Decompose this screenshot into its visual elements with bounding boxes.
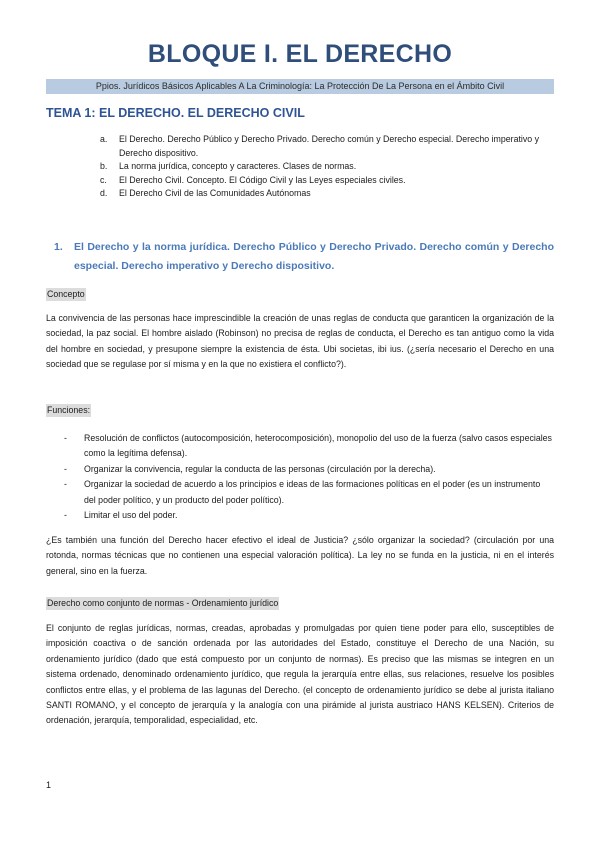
toc-item: [100, 174, 554, 188]
page-number: 1: [46, 780, 52, 790]
document-title: BLOQUE I. EL DERECHO: [147, 40, 453, 68]
list-item: [64, 477, 554, 508]
toc-letter: d.: [100, 188, 108, 198]
funciones-list: [64, 431, 554, 523]
toc-item: [100, 133, 554, 160]
section-number: 1.: [54, 241, 63, 253]
toc-text: La norma jurídica, concepto y caracteres. Clases de normas.: [119, 161, 357, 171]
toc-item: [100, 187, 554, 201]
table-of-contents: [100, 133, 554, 201]
bullet-dash: -: [64, 510, 67, 521]
section-heading-text: El Derecho y la norma jurídica. Derecho Público y Derecho Privado. Derecho común y Derecho especial. Derecho imperativo y Derecho dispositivo.: [74, 241, 554, 272]
concepto-label: Concepto: [47, 289, 85, 299]
justicia-paragraph: ¿Es también una función del Derecho hacer efectivo el ideal de Justicia? ¿sólo organizar la sociedad? (circulación por una rotonda, normas técnicas que no contienen una especial valoración política). La ley no se funda en la justicia, ni en el interés general, sino en la fuerza.: [46, 535, 554, 576]
toc-letter: c.: [100, 174, 107, 185]
list-item: [64, 431, 554, 462]
tema-heading: TEMA 1: EL DERECHO. EL DERECHO CIVIL: [46, 106, 305, 120]
subtitle-banner: Ppios. Jurídicos Básicos Aplicables A La Criminología: La Protección De La Persona en el Ámbito Civil: [46, 79, 554, 94]
list-item: [64, 508, 554, 523]
ordenamiento-paragraph: El conjunto de reglas jurídicas, normas, creadas, aprobadas y promulgadas por quien tiene poder para ello, susceptibles de imposición coactiva o de sanción ordenada por las autoridades del Estado, constituye el Derecho de una Nación, su ordenamiento jurídico (dado que está compuesto por un conjunto de normas). Es preciso que las mismas se integren en un sistema ordenado, denominado ordenamiento jurídico, que regula la jerarquía entre ellas, sus relaciones, resuelve los posibles conflictos entre ellas, y el problema de las lagunas del Derecho. (el concepto de ordenamiento jurídico se debe al jurista italiano SANTI ROMANO, y el concepto de jerarquía y la analogía con una pirámide al jurista austriaco HANS KELSEN). Criterios de ordenación, jerarquía, temporalidad, especialidad, etc.: [46, 623, 554, 726]
funciones-label: Funciones:: [47, 405, 91, 415]
toc-letter: a.: [100, 134, 108, 144]
bullet-dash: -: [64, 433, 67, 443]
ordenamiento-label: Derecho como conjunto de normas - Ordenamiento jurídico: [47, 598, 279, 608]
toc-text: El Derecho Civil. Concepto. El Código Civil y las Leyes especiales civiles.: [119, 174, 406, 185]
list-item-text: Resolución de conflictos (autocomposición, heterocomposición), monopolio del uso de la fuerza (salvo casos especiales como la legítima defensa).: [84, 433, 552, 459]
list-item-text: Organizar la sociedad de acuerdo a los principios e ideas de las formaciones políticas en el poder (es un instrumento del poder político, y un producto del poder político).: [84, 479, 541, 505]
concepto-paragraph: La convivencia de las personas hace imprescindible la creación de unas reglas de conducta que garanticen la organización de la sociedad, la paz social. El hombre aislado (Robinson) no precisa de reglas de conducta, el Derecho es tan antiguo como la vida del hombre en sociedad, y presupone siempre la existencia de ésta. Ubi societas, ibi ius. (¿sería necesario el Derecho en una sociedad que se regulase por sí misma y en la que no existiera el conflicto?).: [46, 313, 554, 370]
section-heading: [54, 238, 554, 276]
list-item-text: Organizar la convivencia, regular la conducta de las personas (circulación por la derecha).: [84, 463, 436, 474]
toc-letter: b.: [100, 161, 108, 171]
list-item-text: Limitar el uso del poder.: [84, 510, 178, 521]
toc-text: El Derecho. Derecho Público y Derecho Privado. Derecho común y Derecho especial. Derecho imperativo y Derecho dispositivo.: [119, 134, 540, 158]
list-item: [64, 462, 554, 477]
bullet-dash: -: [64, 463, 67, 474]
toc-text: El Derecho Civil de las Comunidades Autónomas: [119, 188, 311, 198]
bullet-dash: -: [64, 479, 67, 490]
toc-item: [100, 160, 554, 174]
